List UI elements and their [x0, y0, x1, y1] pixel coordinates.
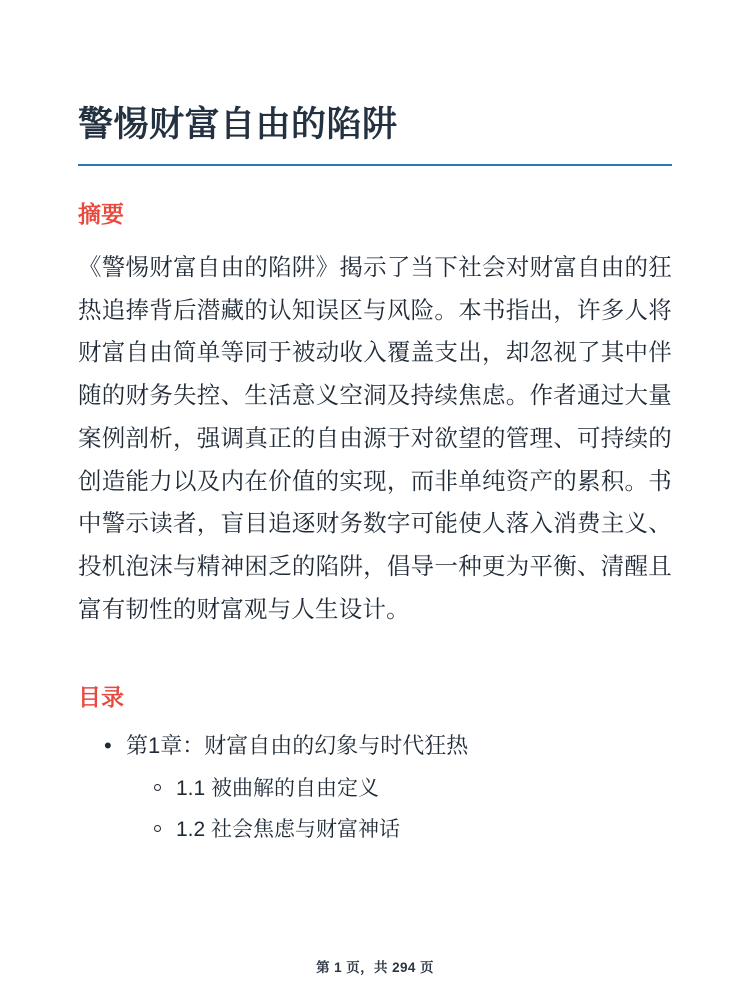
page-footer: 第 1 页，共 294 页 — [316, 960, 434, 975]
toc-heading: 目录 — [78, 683, 124, 710]
title-divider — [78, 164, 672, 166]
toc-section-label: 1.2 社会焦虑与财富神话 — [176, 818, 401, 842]
abstract-heading: 摘要 — [78, 201, 124, 227]
abstract-paragraph: 《警惕财富自由的陷阱》揭示了当下社会对财富自由的狂热追捧背后潜藏的认知误区与风险。本书指出，许多人将财富自由简单等同于被动收入覆盖支出，却忽视了其中伴随的财务失控、生活意义空洞及持续焦虑。作者通过大量案例剖析，强调真正的自由源于对欲望的管理、可持续的创造能力以及内在价值的实现，而非单纯资产的累积。书中警示读者，盲目追逐财务数字可能使人落入消费主义、投机泡沫与精神困乏的陷阱，倡导一种更为平衡、清醒且富有韧性的财富观与人生设计。 — [78, 253, 672, 623]
toc-list — [78, 729, 672, 846]
toc-chapter-label: 第1章：财富自由的幻象与时代狂热 — [126, 732, 469, 758]
hollow-bullet-icon — [154, 784, 161, 791]
toc-section-label: 1.1 被曲解的自由定义 — [176, 776, 380, 800]
toc-chapter-item[interactable] — [78, 729, 672, 846]
toc-section-item[interactable] — [126, 773, 672, 805]
hollow-bullet-icon — [154, 825, 161, 832]
bullet-icon: • — [104, 732, 112, 758]
toc-sublist — [126, 773, 672, 846]
toc-section-item[interactable] — [126, 814, 672, 846]
page-title: 警惕财富自由的陷阱 — [78, 105, 398, 144]
